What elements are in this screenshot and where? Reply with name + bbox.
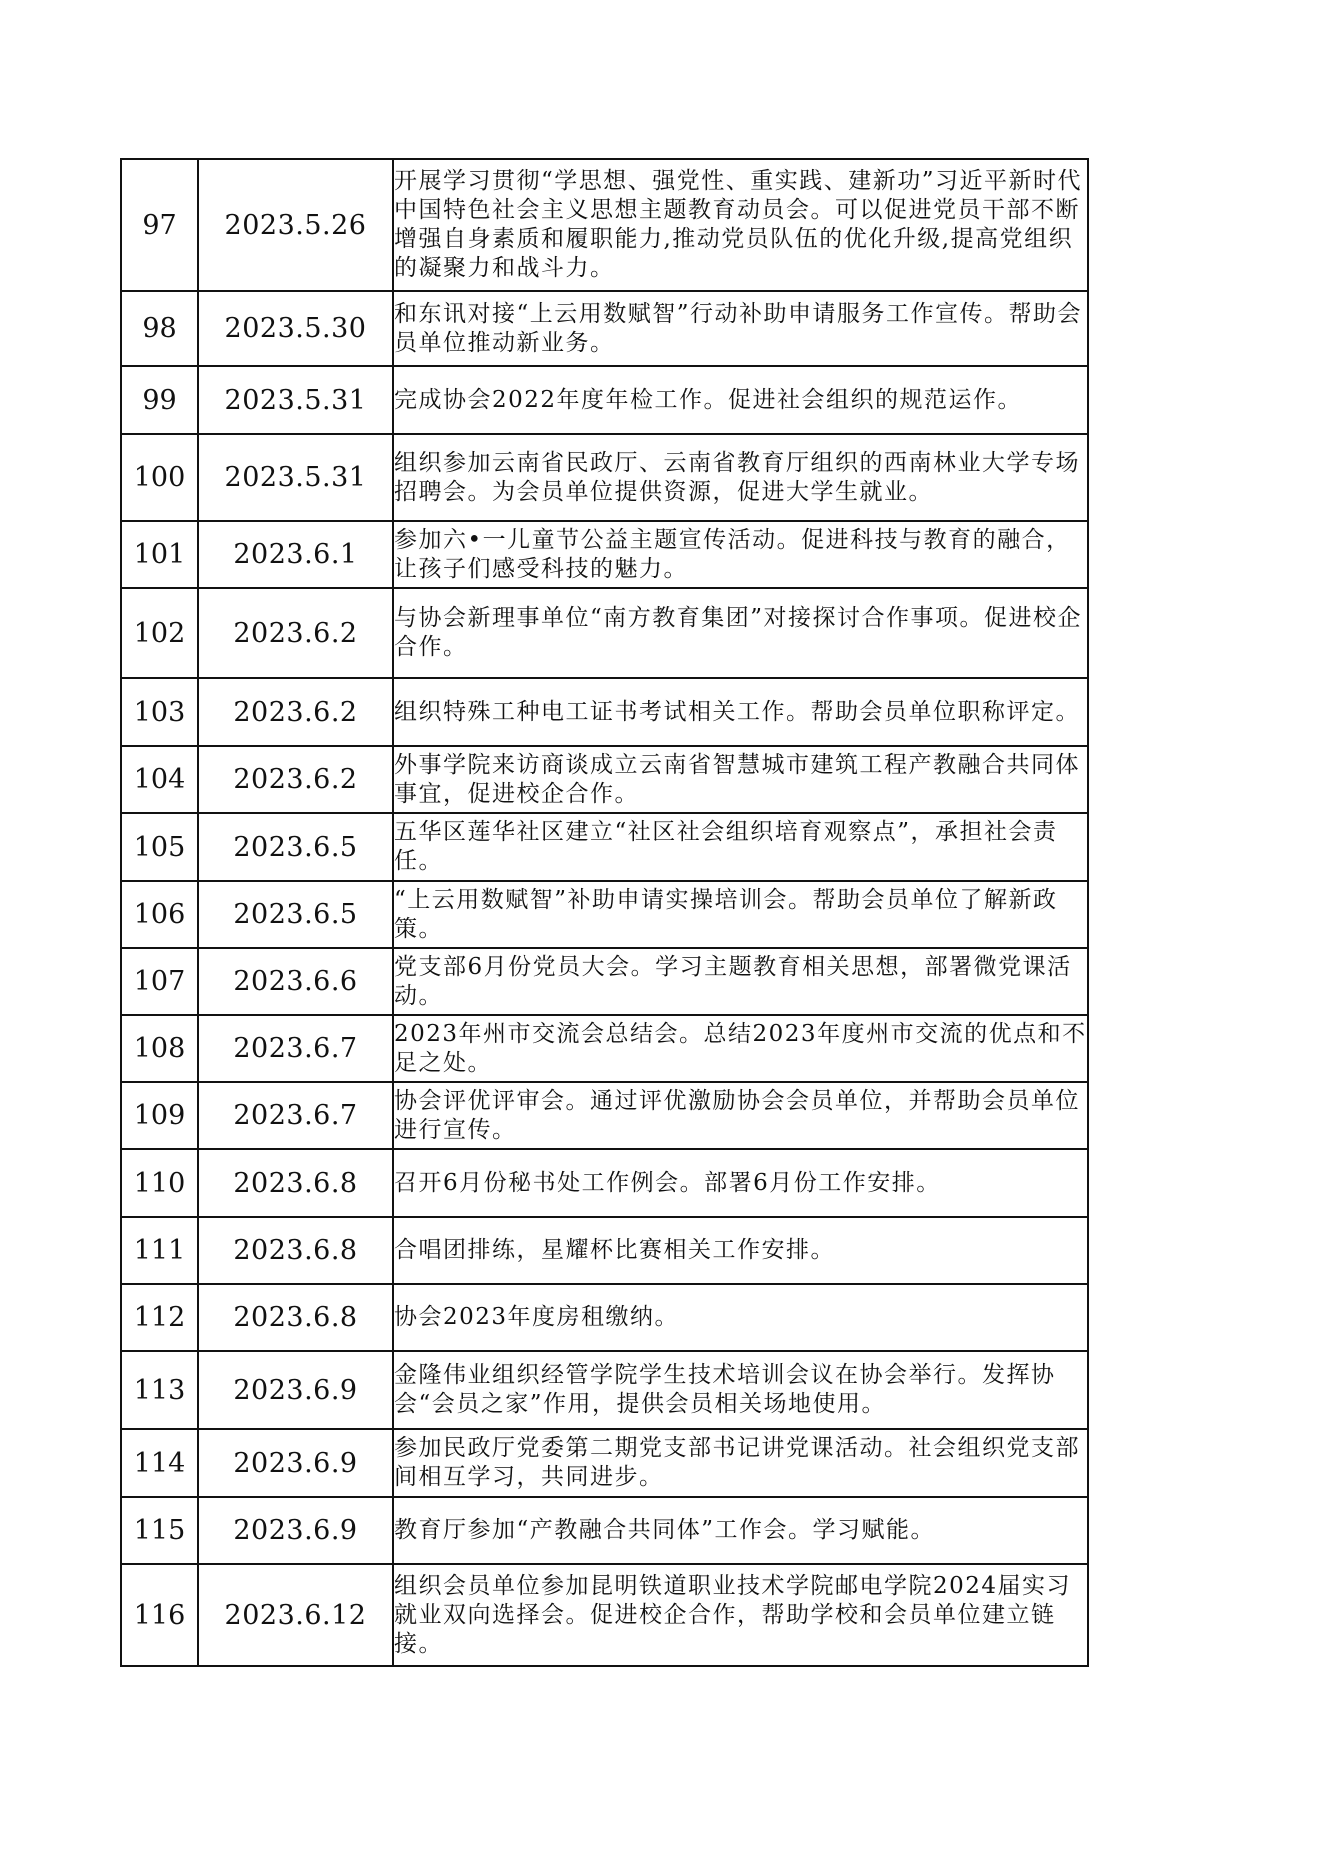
row-description: “上云用数赋智”补助申请实操培训会。帮助会员单位了解新政策。 xyxy=(393,881,1088,948)
table-row xyxy=(121,291,1088,366)
table-row xyxy=(121,1429,1088,1497)
row-number: 103 xyxy=(121,678,198,746)
table-row xyxy=(121,948,1088,1015)
row-number: 99 xyxy=(121,366,198,434)
row-date: 2023.6.9 xyxy=(198,1429,393,1497)
table-row xyxy=(121,1351,1088,1429)
table-row xyxy=(121,588,1088,678)
row-date: 2023.6.9 xyxy=(198,1497,393,1564)
table-row xyxy=(121,813,1088,881)
row-date: 2023.6.12 xyxy=(198,1564,393,1666)
row-date: 2023.6.5 xyxy=(198,881,393,948)
row-number: 101 xyxy=(121,521,198,588)
row-description: 外事学院来访商谈成立云南省智慧城市建筑工程产教融合共同体事宜，促进校企合作。 xyxy=(393,746,1088,813)
row-date: 2023.6.2 xyxy=(198,588,393,678)
row-number: 97 xyxy=(121,159,198,291)
row-number: 98 xyxy=(121,291,198,366)
row-description: 2023年州市交流会总结会。总结2023年度州市交流的优点和不足之处。 xyxy=(393,1015,1088,1082)
row-number: 104 xyxy=(121,746,198,813)
table-row xyxy=(121,678,1088,746)
table-row xyxy=(121,434,1088,521)
row-number: 109 xyxy=(121,1082,198,1149)
row-date: 2023.6.7 xyxy=(198,1082,393,1149)
row-number: 116 xyxy=(121,1564,198,1666)
row-description: 教育厅参加“产教融合共同体”工作会。学习赋能。 xyxy=(393,1497,1088,1564)
row-number: 111 xyxy=(121,1217,198,1284)
table-row xyxy=(121,1015,1088,1082)
table-row xyxy=(121,881,1088,948)
table-row xyxy=(121,1284,1088,1351)
row-description: 组织会员单位参加昆明铁道职业技术学院邮电学院2024届实习就业双向选择会。促进校企合作，帮助学校和会员单位建立链接。 xyxy=(393,1564,1088,1666)
row-date: 2023.5.31 xyxy=(198,366,393,434)
table-row xyxy=(121,1082,1088,1149)
table-row xyxy=(121,159,1088,291)
table-row xyxy=(121,746,1088,813)
row-description: 组织特殊工种电工证书考试相关工作。帮助会员单位职称评定。 xyxy=(393,678,1088,746)
row-date: 2023.5.31 xyxy=(198,434,393,521)
row-date: 2023.6.5 xyxy=(198,813,393,881)
row-description: 开展学习贯彻“学思想、强党性、重实践、建新功”习近平新时代中国特色社会主义思想主题教育动员会。可以促进党员干部不断增强自身素质和履职能力,推动党员队伍的优化升级,提高党组织的凝聚力和战斗力。 xyxy=(393,159,1088,291)
row-date: 2023.6.8 xyxy=(198,1217,393,1284)
row-number: 106 xyxy=(121,881,198,948)
row-number: 113 xyxy=(121,1351,198,1429)
row-description: 党支部6月份党员大会。学习主题教育相关思想，部署微党课活动。 xyxy=(393,948,1088,1015)
row-date: 2023.6.9 xyxy=(198,1351,393,1429)
row-description: 金隆伟业组织经管学院学生技术培训会议在协会举行。发挥协会“会员之家”作用，提供会员相关场地使用。 xyxy=(393,1351,1088,1429)
activity-log-table xyxy=(120,158,1089,1667)
table-row xyxy=(121,1497,1088,1564)
row-description: 组织参加云南省民政厅、云南省教育厅组织的西南林业大学专场招聘会。为会员单位提供资源，促进大学生就业。 xyxy=(393,434,1088,521)
row-number: 107 xyxy=(121,948,198,1015)
row-number: 100 xyxy=(121,434,198,521)
table-row xyxy=(121,1217,1088,1284)
row-date: 2023.6.7 xyxy=(198,1015,393,1082)
row-date: 2023.5.30 xyxy=(198,291,393,366)
row-number: 102 xyxy=(121,588,198,678)
table-row xyxy=(121,1149,1088,1217)
row-description: 协会2023年度房租缴纳。 xyxy=(393,1284,1088,1351)
row-description: 和东讯对接“上云用数赋智”行动补助申请服务工作宣传。帮助会员单位推动新业务。 xyxy=(393,291,1088,366)
row-date: 2023.6.1 xyxy=(198,521,393,588)
row-description: 协会评优评审会。通过评优激励协会会员单位，并帮助会员单位进行宣传。 xyxy=(393,1082,1088,1149)
row-date: 2023.6.8 xyxy=(198,1284,393,1351)
row-date: 2023.6.6 xyxy=(198,948,393,1015)
row-number: 114 xyxy=(121,1429,198,1497)
row-date: 2023.5.26 xyxy=(198,159,393,291)
table-row xyxy=(121,521,1088,588)
row-number: 110 xyxy=(121,1149,198,1217)
row-description: 召开6月份秘书处工作例会。部署6月份工作安排。 xyxy=(393,1149,1088,1217)
row-description: 参加民政厅党委第二期党支部书记讲党课活动。社会组织党支部间相互学习，共同进步。 xyxy=(393,1429,1088,1497)
row-number: 112 xyxy=(121,1284,198,1351)
row-number: 115 xyxy=(121,1497,198,1564)
table-row xyxy=(121,1564,1088,1666)
row-description: 五华区莲华社区建立“社区社会组织培育观察点”，承担社会责任。 xyxy=(393,813,1088,881)
row-number: 108 xyxy=(121,1015,198,1082)
row-number: 105 xyxy=(121,813,198,881)
row-date: 2023.6.8 xyxy=(198,1149,393,1217)
row-date: 2023.6.2 xyxy=(198,678,393,746)
row-description: 参加六•一儿童节公益主题宣传活动。促进科技与教育的融合，让孩子们感受科技的魅力。 xyxy=(393,521,1088,588)
row-description: 完成协会2022年度年检工作。促进社会组织的规范运作。 xyxy=(393,366,1088,434)
table-row xyxy=(121,366,1088,434)
row-description: 与协会新理事单位“南方教育集团”对接探讨合作事项。促进校企合作。 xyxy=(393,588,1088,678)
row-description: 合唱团排练，星耀杯比赛相关工作安排。 xyxy=(393,1217,1088,1284)
row-date: 2023.6.2 xyxy=(198,746,393,813)
